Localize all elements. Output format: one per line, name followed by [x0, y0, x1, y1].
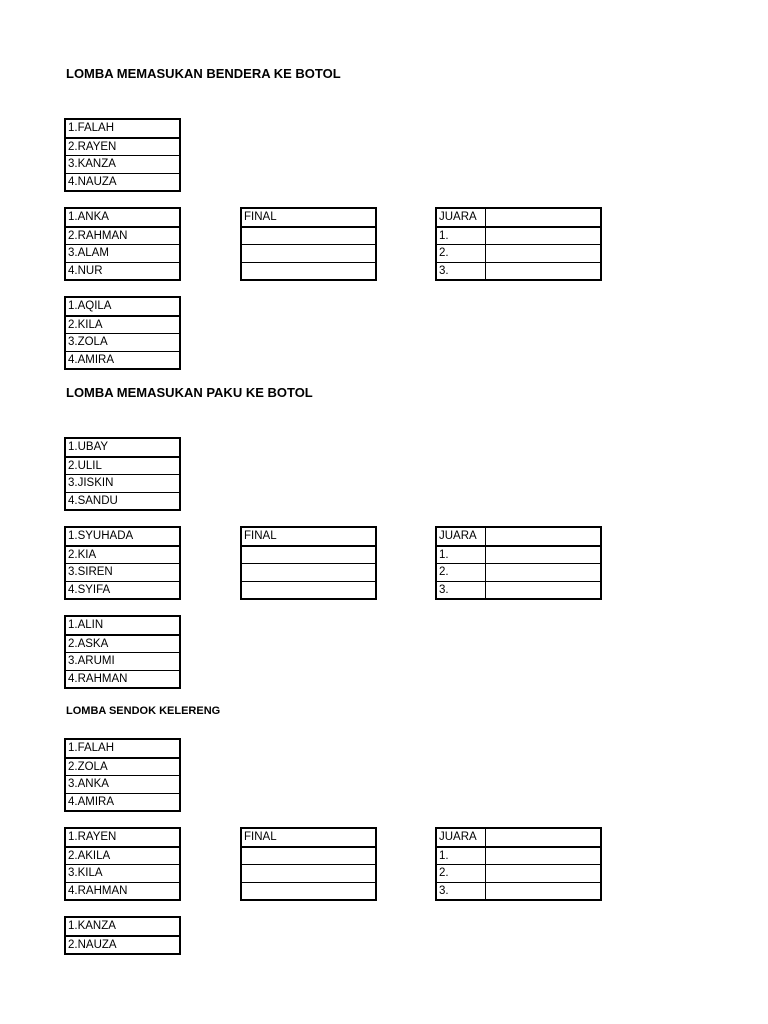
final-cell[interactable]: [241, 847, 376, 865]
juara-winner-cell[interactable]: [486, 245, 602, 263]
participant-cell[interactable]: 4.SANDU: [65, 492, 180, 510]
participant-cell[interactable]: 2.KIA: [65, 546, 180, 564]
participant-cell[interactable]: 2.RAYEN: [65, 138, 180, 156]
juara-winner-cell[interactable]: [486, 527, 602, 546]
final-table-kelereng: [240, 827, 377, 901]
participant-cell[interactable]: 1.FALAH: [65, 119, 180, 138]
group-table-bendera-3: [64, 296, 181, 370]
final-cell[interactable]: [241, 546, 376, 564]
final-cell[interactable]: [241, 262, 376, 280]
rank-label: 2.: [436, 245, 486, 263]
juara-winner-cell[interactable]: [486, 847, 602, 865]
rank-label: 3.: [436, 581, 486, 599]
final-cell[interactable]: [241, 865, 376, 883]
juara-winner-cell[interactable]: [486, 581, 602, 599]
participant-cell[interactable]: 2.ASKA: [65, 635, 180, 653]
juara-header: JUARA: [436, 828, 486, 847]
juara-table-paku: [435, 526, 602, 600]
group-table-kelereng-2: [64, 827, 181, 901]
juara-header: JUARA: [436, 208, 486, 227]
rank-label: 2.: [436, 564, 486, 582]
participant-cell[interactable]: 3.KANZA: [65, 156, 180, 174]
participant-cell[interactable]: 1.FALAH: [65, 739, 180, 758]
rank-label: 3.: [436, 262, 486, 280]
participant-cell[interactable]: 3.ANKA: [65, 776, 180, 794]
participant-cell[interactable]: 1.KANZA: [65, 917, 180, 936]
section-title-bendera: LOMBA MEMASUKAN BENDERA KE BOTOL: [66, 66, 341, 81]
participant-cell[interactable]: 4.RAHMAN: [65, 670, 180, 688]
final-header: FINAL: [241, 527, 376, 546]
participant-cell[interactable]: 2.NAUZA: [65, 936, 180, 955]
final-table-bendera: [240, 207, 377, 281]
final-cell[interactable]: [241, 227, 376, 245]
group-table-bendera-1: [64, 118, 181, 192]
rank-label: 1.: [436, 847, 486, 865]
final-table-paku: [240, 526, 377, 600]
juara-winner-cell[interactable]: [486, 865, 602, 883]
juara-header: JUARA: [436, 527, 486, 546]
group-table-kelereng-3: [64, 916, 181, 955]
participant-cell[interactable]: 4.SYIFA: [65, 581, 180, 599]
participant-cell[interactable]: 3.ZOLA: [65, 334, 180, 352]
final-header: FINAL: [241, 208, 376, 227]
participant-cell[interactable]: 3.JISKIN: [65, 475, 180, 493]
section-title-kelereng: LOMBA SENDOK KELERENG: [66, 705, 221, 717]
participant-cell[interactable]: 3.ARUMI: [65, 653, 180, 671]
juara-winner-cell[interactable]: [486, 564, 602, 582]
juara-winner-cell[interactable]: [486, 882, 602, 900]
participant-cell[interactable]: 4.AMIRA: [65, 351, 180, 369]
participant-cell[interactable]: 2.ULIL: [65, 457, 180, 475]
juara-winner-cell[interactable]: [486, 208, 602, 227]
final-cell[interactable]: [241, 581, 376, 599]
group-table-paku-3: [64, 615, 181, 689]
participant-cell[interactable]: 3.SIREN: [65, 564, 180, 582]
rank-label: 3.: [436, 882, 486, 900]
rank-label: 1.: [436, 227, 486, 245]
participant-cell[interactable]: 1.ALIN: [65, 616, 180, 635]
participant-cell[interactable]: 1.SYUHADA: [65, 527, 180, 546]
juara-table-kelereng: [435, 827, 602, 901]
final-cell[interactable]: [241, 882, 376, 900]
juara-winner-cell[interactable]: [486, 227, 602, 245]
rank-label: 1.: [436, 546, 486, 564]
group-table-kelereng-1: [64, 738, 181, 812]
participant-cell[interactable]: 1.RAYEN: [65, 828, 180, 847]
participant-cell[interactable]: 4.NUR: [65, 262, 180, 280]
participant-cell[interactable]: 2.RAHMAN: [65, 227, 180, 245]
group-table-paku-2: [64, 526, 181, 600]
final-cell[interactable]: [241, 564, 376, 582]
participant-cell[interactable]: 4.AMIRA: [65, 793, 180, 811]
participant-cell[interactable]: 2.ZOLA: [65, 758, 180, 776]
juara-table-bendera: [435, 207, 602, 281]
juara-winner-cell[interactable]: [486, 828, 602, 847]
juara-winner-cell[interactable]: [486, 546, 602, 564]
participant-cell[interactable]: 3.ALAM: [65, 245, 180, 263]
participant-cell[interactable]: 1.UBAY: [65, 438, 180, 457]
participant-cell[interactable]: 3.KILA: [65, 865, 180, 883]
participant-cell[interactable]: 1.AQILA: [65, 297, 180, 316]
participant-cell[interactable]: 1.ANKA: [65, 208, 180, 227]
participant-cell[interactable]: 2.KILA: [65, 316, 180, 334]
rank-label: 2.: [436, 865, 486, 883]
participant-cell[interactable]: 4.NAUZA: [65, 173, 180, 191]
participant-cell[interactable]: 4.RAHMAN: [65, 882, 180, 900]
participant-cell[interactable]: 2.AKILA: [65, 847, 180, 865]
final-cell[interactable]: [241, 245, 376, 263]
section-title-paku: LOMBA MEMASUKAN PAKU KE BOTOL: [66, 385, 313, 400]
juara-winner-cell[interactable]: [486, 262, 602, 280]
group-table-bendera-2: [64, 207, 181, 281]
group-table-paku-1: [64, 437, 181, 511]
final-header: FINAL: [241, 828, 376, 847]
